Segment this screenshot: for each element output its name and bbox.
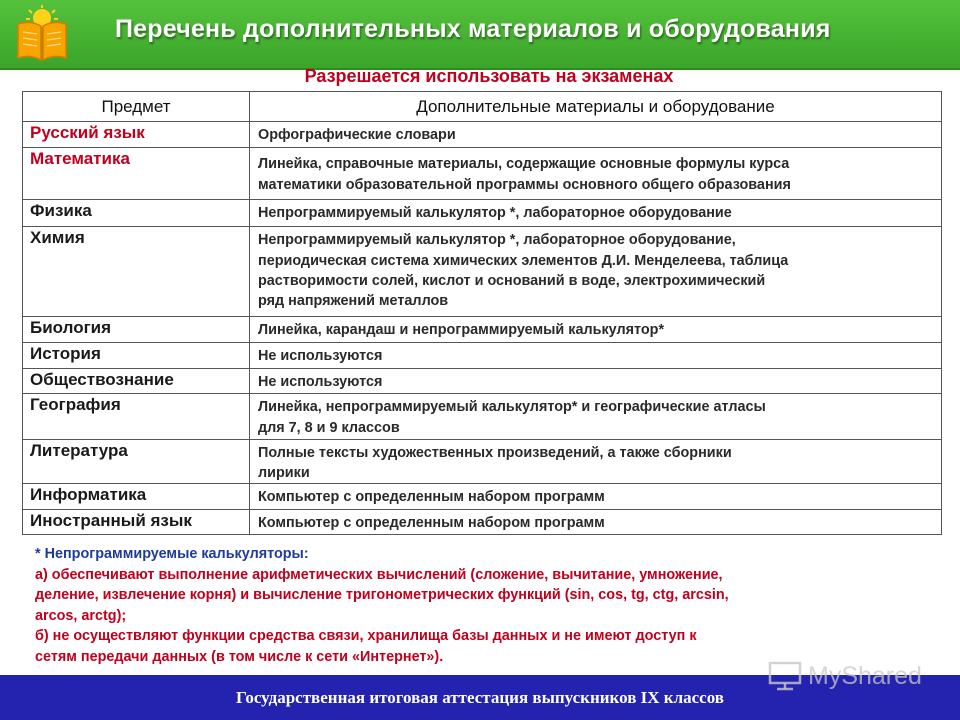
calculator-notes [35,544,940,667]
materials-line: лирики [258,464,310,481]
subject-cell: Химия [23,227,250,317]
materials-cell [250,200,942,227]
table-row [23,200,942,227]
subject-cell: Информатика [23,484,250,510]
table-row [23,317,942,343]
presentation-screen-icon [768,661,802,691]
watermark [768,658,922,694]
materials-line: математики образовательной программы основного общего образования [258,176,791,193]
materials-line: для 7, 8 и 9 классов [258,419,400,436]
table-row [23,484,942,510]
page-title: Перечень дополнительных материалов и оборудования [115,15,831,43]
subject-cell: Физика [23,200,250,227]
materials-line: Компьютер с определенным набором программ [258,514,605,531]
table-row [23,440,942,484]
subject-cell: Математика [23,148,250,200]
note-line: а) обеспечивают выполнение арифметических вычислений (сложение, вычитание, умножение, [35,566,723,583]
column-header-subject: Предмет [23,92,250,122]
book-sun-logo-icon [12,4,72,64]
column-header-materials: Дополнительные материалы и оборудование [250,92,942,122]
materials-line: Линейка, карандаш и непрограммируемый калькулятор* [258,322,665,338]
materials-cell [250,440,942,484]
table-row [23,343,942,369]
header-bar [0,0,960,70]
watermark-text: MyShared [808,661,922,690]
note-line: сетям передачи данных (в том числе к сети «Интернет»). [35,648,444,665]
table-row [23,394,942,440]
note-line: деление, извлечение корня) и вычисление тригонометрических функций (sin, cos, tg, ctg, arcsin, [35,587,729,603]
table-row [23,227,942,317]
materials-line: Компьютер с определенным набором программ [258,489,605,505]
note-line: arcos, arctg); [35,607,127,624]
materials-line: Не используются [258,373,383,390]
materials-cell [250,368,942,394]
materials-table [22,91,942,535]
subject-cell: История [23,343,250,369]
table-row [23,509,942,535]
materials-line: Линейка, справочные материалы, содержащие основные формулы курса [258,156,790,172]
materials-cell [250,343,942,369]
section-subtitle: Разрешается использовать на экзаменах [304,66,674,86]
table-header-row [23,92,942,122]
subject-cell: Обществознание [23,368,250,394]
subject-cell: География [23,394,250,440]
materials-line: Орфографические словари [258,127,456,143]
materials-line: Полные тексты художественных произведений, а также сборники [258,445,732,461]
materials-line: Непрограммируемый калькулятор *, лабораторное оборудование [258,205,732,221]
materials-cell [250,317,942,343]
subject-cell: Биология [23,317,250,343]
subject-cell: Русский язык [23,122,250,148]
materials-line: периодическая система химических элементов Д.И. Менделеева, таблица [258,252,789,269]
footer-title: Государственная итоговая аттестация выпускников IX классов [236,688,724,707]
materials-line: Линейка, непрограммируемый калькулятор* и географические атласы [258,399,766,415]
notes-heading: * Непрограммируемые калькуляторы: [35,546,309,562]
materials-cell [250,227,942,317]
materials-cell [250,148,942,200]
subject-cell: Литература [23,440,250,484]
materials-cell [250,122,942,148]
materials-cell [250,394,942,440]
materials-cell [250,509,942,535]
table-row [23,122,942,148]
materials-line: растворимости солей, кислот и оснований в воде, электрохимический [258,273,766,289]
table-row [23,148,942,200]
materials-line: Не используются [258,348,383,364]
materials-cell [250,484,942,510]
subject-cell: Иностранный язык [23,509,250,535]
materials-line: ряд напряжений металлов [258,292,449,309]
note-line: б) не осуществляют функции средства связи, хранилища базы данных и не имеют доступ к [35,628,697,644]
materials-line: Непрограммируемый калькулятор *, лабораторное оборудование, [258,232,736,248]
table-row [23,368,942,394]
